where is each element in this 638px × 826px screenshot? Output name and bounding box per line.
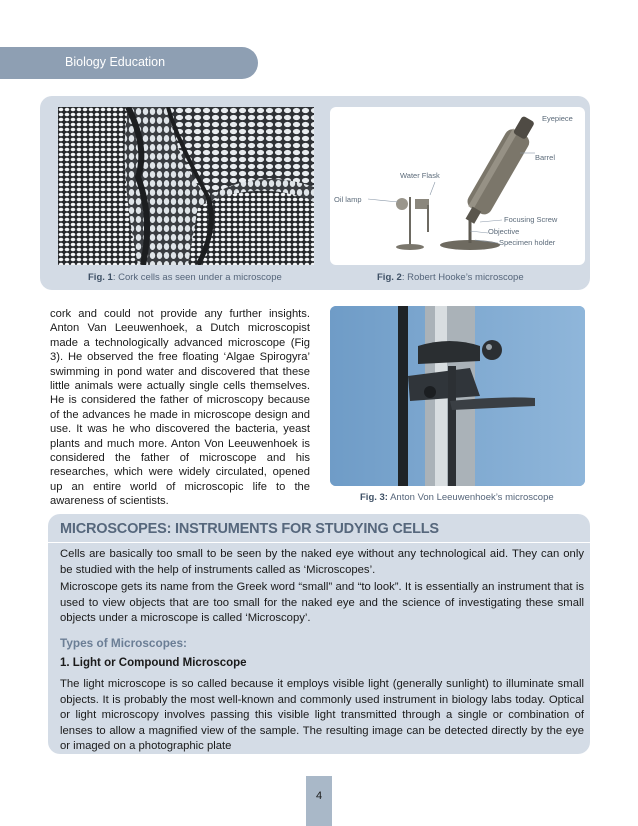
cork-cells-image: [58, 107, 314, 265]
label-specimen-holder: Specimen holder: [499, 238, 556, 247]
fig1-number: Fig. 1: [88, 272, 113, 283]
fig2-number: Fig. 2: [377, 272, 402, 283]
label-oil-lamp: Oil lamp: [334, 195, 362, 204]
label-water-flask: Water Flask: [400, 171, 440, 180]
fig3-caption-text: Anton Von Leeuwenhoek’s microscope: [387, 492, 554, 503]
section-paragraph-2: Microscope gets its name from the Greek word “small” and “to look”. It is essentially an instrument that is used to view objects that are too small for the naked eye and the science of investigating these small objects under a microscope is called ‘Microscopy’.: [60, 581, 584, 625]
page-number-box: [306, 776, 332, 826]
fig2-caption: [377, 272, 524, 283]
fig1-caption-text: : Cork cells as seen under a microscope: [112, 272, 282, 283]
section-tab-label: Biology Education: [65, 55, 166, 69]
cork-cells-illustration: [58, 107, 314, 265]
body-paragraph: cork and could not provide any further insights. Anton Van Leeuwenhoek, a Dutch microscopist made a technologically advanced microscope (Fig 3). He observed the free floating ‘Algae Spirogyra’ swimming in pond water and discovered that these little animals were actually single cells themselves. He is considered the father of microscopy because of the advances he made in microscope design and use. It was he who discovered the bacteria, yeast plants and much more. Anton Von Leeuwenhoek is considered the father of microscope and his researches, which were widely circulated, opened up an entire world of microscopic life to the awareness of scientists.: [50, 308, 310, 508]
label-objective: Objective: [488, 227, 520, 236]
fig3-caption: [360, 492, 554, 503]
leeuwenhoek-microscope-photo: [330, 306, 585, 486]
section-divider: [48, 542, 590, 543]
page-number: 4: [315, 790, 323, 802]
label-eyepiece: Eyepiece: [542, 114, 573, 123]
label-barrel: Barrel: [535, 153, 556, 162]
label-focusing-screw: Focusing Screw: [504, 215, 558, 224]
fig1-caption: [88, 272, 282, 283]
types-heading: Types of Microscopes:: [60, 636, 187, 650]
leeuwenhoek-microscope-illustration: [330, 306, 585, 486]
section-title: MICROSCOPES: INSTRUMENTS FOR STUDYING CELLS: [60, 521, 439, 537]
section-paragraph-1: Cells are basically too small to be seen by the naked eye without any technological aid. They can only be studied with the help of instruments called as ‘Microscopes’.: [60, 548, 584, 576]
item-1-heading: 1. Light or Compound Microscope: [60, 657, 247, 669]
section-tab: [0, 47, 258, 79]
hooke-microscope-image: [330, 107, 585, 265]
fig3-number: Fig. 3:: [360, 492, 388, 503]
section-paragraph-3: The light microscope is so called because it employs visible light (generally sunlight) to illuminate small objects. It is probably the most well-known and commonly used instrument in biology labs today. Optical or light microscopy involves passing this visible light transmitted through a single or combination of lenses to allow a magnified view of the sample. The resulting image can be detected directly by the eye or imaged on a photographic plate: [60, 678, 584, 753]
fig2-caption-text: : Robert Hooke’s microscope: [401, 272, 524, 283]
